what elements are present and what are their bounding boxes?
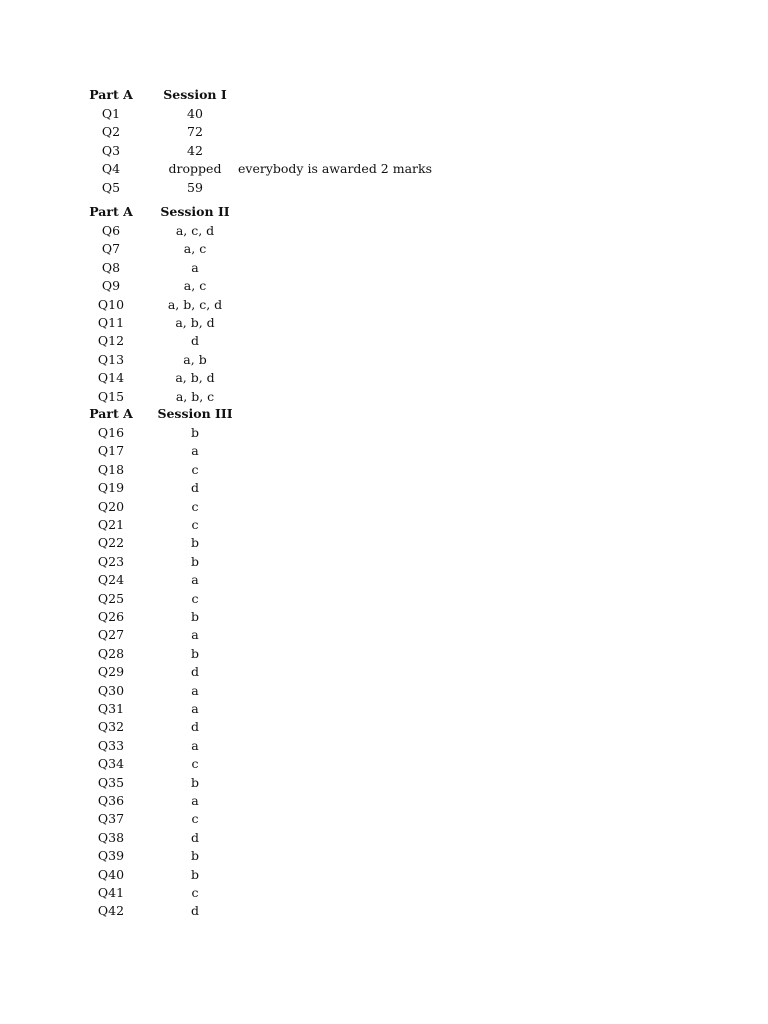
answer-value: a [191, 627, 199, 643]
answer-value: d [190, 480, 199, 496]
answer-value: b [190, 553, 199, 569]
session-label: Session III [157, 406, 233, 421]
question-number: Q9 [101, 278, 121, 294]
question-number: Q39 [97, 848, 125, 864]
answer-value: a [191, 443, 199, 459]
answer-value: a [191, 259, 199, 275]
answer-value: b [190, 866, 199, 882]
question-number: Q8 [101, 259, 121, 275]
question-number: Q19 [97, 480, 125, 496]
part-label: Part A [89, 87, 133, 102]
question-number: Q38 [97, 829, 125, 845]
question-number: Q16 [97, 425, 125, 440]
session-label: Session II [160, 204, 230, 219]
part-label: Part A [89, 406, 133, 421]
question-number: Q24 [97, 572, 125, 588]
answer-value: a, b, c, d [167, 296, 223, 312]
question-number: Q33 [97, 737, 125, 753]
question-number: Q42 [97, 903, 125, 919]
question-number: Q2 [101, 124, 121, 140]
question-number: Q5 [101, 179, 121, 195]
answer-value: c [191, 498, 199, 514]
answer-value: b [190, 848, 199, 864]
answer-value: b [190, 425, 199, 440]
question-number: Q35 [97, 774, 125, 790]
answer-value: d [190, 903, 199, 919]
answer-value: a [191, 793, 199, 808]
answer-value: d [190, 664, 199, 680]
answer-value: a, b, d [175, 315, 215, 330]
answer-value: c [191, 461, 199, 477]
answer-value: c [191, 756, 199, 772]
question-number: Q3 [101, 142, 121, 158]
answer-value: a [191, 682, 199, 698]
question-number: Q28 [97, 645, 125, 661]
answer-value: b [190, 535, 199, 551]
answer-value: 42 [187, 142, 203, 158]
question-number: Q27 [97, 627, 125, 643]
question-number: Q10 [97, 296, 125, 312]
answer-value: c [191, 811, 199, 827]
answer-value: a, b, d [175, 370, 215, 386]
part-label: Part A [89, 204, 133, 219]
answer-value: b [190, 609, 199, 624]
answer-note: everybody is awarded 2 marks [238, 161, 432, 177]
answer-value: c [191, 590, 199, 606]
answer-value: b [190, 774, 199, 790]
answer-value: 72 [187, 124, 203, 140]
question-number: Q20 [97, 498, 125, 514]
question-number: Q1 [101, 106, 121, 121]
answer-value: a [191, 572, 199, 588]
question-number: Q30 [97, 682, 125, 698]
question-number: Q15 [97, 388, 125, 404]
question-number: Q23 [97, 553, 125, 569]
question-number: Q34 [97, 756, 125, 772]
question-number: Q12 [97, 333, 125, 349]
question-number: Q25 [97, 590, 125, 606]
question-number: Q6 [101, 223, 121, 238]
question-number: Q18 [97, 461, 125, 477]
answer-value: 40 [187, 106, 203, 121]
question-number: Q36 [97, 793, 125, 808]
answer-value: a, c, d [175, 223, 215, 238]
question-number: Q26 [97, 609, 125, 624]
question-number: Q7 [101, 241, 121, 257]
question-number: Q17 [97, 443, 125, 459]
question-number: Q13 [97, 351, 125, 367]
answer-value: a, c [183, 241, 207, 257]
answer-value: dropped [168, 161, 222, 177]
question-number: Q11 [97, 315, 125, 330]
answer-value: a [191, 737, 199, 753]
answer-value: a, c [183, 278, 207, 294]
question-number: Q37 [97, 811, 125, 827]
session-label: Session I [163, 87, 227, 102]
question-number: Q29 [97, 664, 125, 680]
question-number: Q14 [97, 370, 125, 386]
answer-value: c [191, 885, 199, 900]
question-number: Q21 [97, 517, 125, 532]
answer-value: c [191, 517, 199, 532]
question-number: Q32 [97, 719, 125, 735]
question-number: Q22 [97, 535, 125, 551]
answer-value: d [190, 333, 199, 349]
answer-value: d [190, 719, 199, 735]
answer-value: a [191, 701, 199, 716]
answer-value: a, b [183, 351, 207, 367]
question-number: Q31 [97, 701, 125, 716]
answer-value: 59 [187, 179, 203, 195]
answer-value: b [190, 645, 199, 661]
question-number: Q41 [97, 885, 125, 900]
question-number: Q4 [101, 161, 121, 177]
answer-value: d [190, 829, 199, 845]
question-number: Q40 [97, 866, 125, 882]
answer-value: a, b, c [175, 388, 215, 404]
